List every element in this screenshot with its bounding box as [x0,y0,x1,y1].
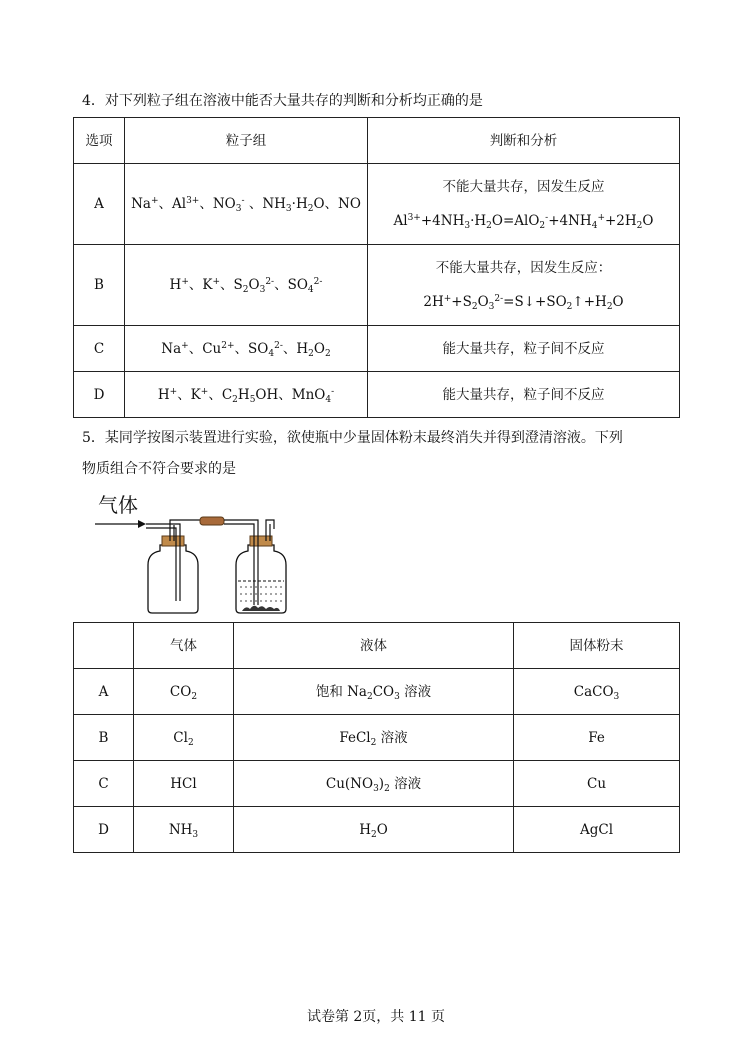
q4-option: A [74,164,125,245]
q4-header-option: 选项 [74,118,125,164]
q4-option: B [74,245,125,326]
q4-stem: 4．对下列粒子组在溶液中能否大量共存的判断和分析均正确的是 [82,93,483,109]
q4-table [73,117,680,418]
q5-liquid: FeCl$_2$ 溶液 [234,715,514,761]
q5-header-gas: 气体 [134,623,234,669]
q5-gas: $NH_3$ [134,807,234,853]
q4-header-analysis: 判断和分析 [368,118,680,164]
q5-gas: $Cl_2$ [134,715,234,761]
q4-particles: Na+、$Cu^{2+}$、$SO_4^{2-}$、$H_2O_2$ [125,326,368,372]
q4-analysis [368,164,680,245]
stopper-2 [250,536,272,546]
q5-option: A [74,669,134,715]
q5-liquid: $Cu(NO_3)_2$ 溶液 [234,761,514,807]
q5-solid: CaCO$_3$ [514,669,680,715]
gas-washing-bottle-2 [236,545,286,613]
q5-solid: AgCl [514,807,680,853]
q5-option: C [74,761,134,807]
q4-row-c [74,326,680,372]
q4-analysis-line2: $Al^{3+}+4NH_3\cdot H_2O=AlO_2^-+4NH_4^++2H_2O$ [393,213,654,231]
q4-row-d [74,372,680,418]
q5-header-liquid: 液体 [234,623,514,669]
q5-solid: Cu [514,761,680,807]
q4-row-a [74,164,680,245]
q5-table [73,622,680,853]
q4-header-row [74,118,680,164]
q5-option: D [74,807,134,853]
inlet-arrow-head [138,520,146,528]
apparatus-diagram [90,505,300,617]
q5-liquid: $H_2O$ [234,807,514,853]
q5-header-solid: 固体粉末 [514,623,680,669]
gas-washing-bottle-1 [148,545,198,613]
q5-header-option [74,623,134,669]
q5-gas: HCl [134,761,234,807]
q4-particles: Na+、$Al^{3+}$、$NO_3^-$ 、$NH_3\cdot H_2O$、NO [125,164,368,245]
q5-row-b [74,715,680,761]
rubber-connector [200,517,224,525]
q5-solid: Fe [514,715,680,761]
q4-analysis-line1: 不能大量共存，因发生反应： [435,260,612,276]
q4-particles: H+、K+、$S_2O_3^{2-}$、$SO_4^{2-}$ [125,245,368,326]
q5-liquid: 饱和 $Na_2CO_3$ 溶液 [234,669,514,715]
q5-gas: $CO_2$ [134,669,234,715]
q5-header-row [74,623,680,669]
stopper-1 [162,536,184,546]
q5-row-c [74,761,680,807]
q4-option: D [74,372,125,418]
q4-analysis-line2: $2H^++S_2O_3^{2-}=S↓+SO_2↑+H_2O$ [423,294,624,312]
q4-analysis: 能大量共存，粒子间不反应 [368,372,680,418]
q5-stem-line2: 物质组合不符合要求的是 [82,461,236,477]
q4-particles: H+、K+、$C_2H_5OH$、MnO$_4$- [125,372,368,418]
diagram-gas-label: 气体 [98,493,138,517]
q5-row-d [74,807,680,853]
q4-analysis: 能大量共存，粒子间不反应 [368,326,680,372]
page-footer: 试卷第 2页，共 11 页 [306,1009,446,1025]
q4-option: C [74,326,125,372]
q5-row-a [74,669,680,715]
q5-stem-line1: 5．某同学按图示装置进行实验，欲使瓶中少量固体粉末最终消失并得到澄清溶液。下列 [82,430,623,446]
q4-analysis [368,245,680,326]
q4-header-particles: 粒子组 [125,118,368,164]
q5-option: B [74,715,134,761]
q4-analysis-line1: 不能大量共存，因发生反应 [442,179,605,195]
q4-row-b [74,245,680,326]
